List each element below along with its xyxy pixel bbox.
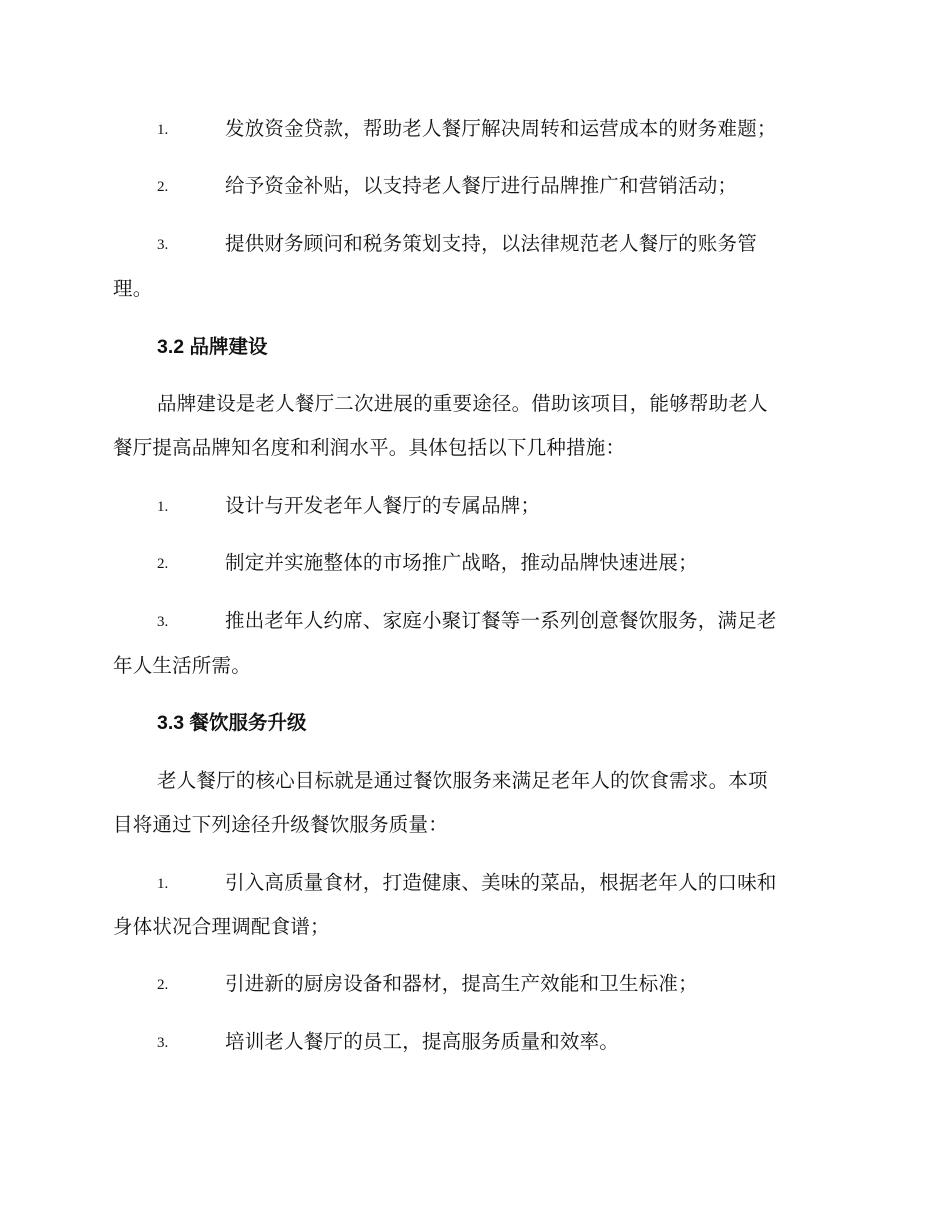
paragraph-line: 餐厅提高品牌知名度和利润水平。具体包括以下几种措施： (113, 436, 626, 459)
list-number: 3. (157, 237, 169, 253)
list-item-text: 培训老人餐厅的员工，提高服务质量和效率。 (225, 1030, 620, 1053)
list-number: 1. (157, 499, 169, 515)
list-item-text: 推出老年人约席、家庭小聚订餐等一系列创意餐饮服务，满足老 (225, 609, 777, 632)
list-number: 2. (157, 556, 169, 572)
list-item-text: 设计与开发老年人餐厅的专属品牌； (225, 494, 541, 517)
section-heading-3-3: 3.3 餐饮服务升级 (157, 712, 307, 734)
list-item-text: 引进新的厨房设备和器材，提高生产效能和卫生标准； (225, 972, 698, 995)
list-number: 1. (157, 122, 169, 138)
list-item-continuation: 理。 (113, 277, 153, 300)
list-number: 3. (157, 1035, 169, 1051)
list-number: 1. (157, 876, 169, 892)
section-heading-3-2: 3.2 品牌建设 (157, 336, 268, 358)
list-item-continuation: 年人生活所需。 (113, 654, 251, 677)
list-item-text: 给予资金补贴，以支持老人餐厅进行品牌推广和营销活动； (225, 174, 738, 197)
list-item-text: 制定并实施整体的市场推广战略，推动品牌快速进展； (225, 551, 698, 574)
list-item-text: 提供财务顾问和税务策划支持，以法律规范老人餐厅的账务管 (225, 232, 757, 255)
list-item-continuation: 身体状况合理调配食谱； (113, 915, 330, 938)
paragraph-line: 品牌建设是老人餐厅二次进展的重要途径。借助该项目，能够帮助老人 (157, 392, 768, 415)
list-item-text: 引入高质量食材，打造健康、美味的菜品，根据老年人的口味和 (225, 871, 777, 894)
list-number: 2. (157, 179, 169, 195)
list-number: 3. (157, 614, 169, 630)
list-number: 2. (157, 977, 169, 993)
list-item-text: 发放资金贷款，帮助老人餐厅解决周转和运营成本的财务难题； (225, 117, 777, 140)
paragraph-line: 目将通过下列途径升级餐饮服务质量： (113, 813, 448, 836)
paragraph-line: 老人餐厅的核心目标就是通过餐饮服务来满足老年人的饮食需求。本项 (157, 769, 768, 792)
